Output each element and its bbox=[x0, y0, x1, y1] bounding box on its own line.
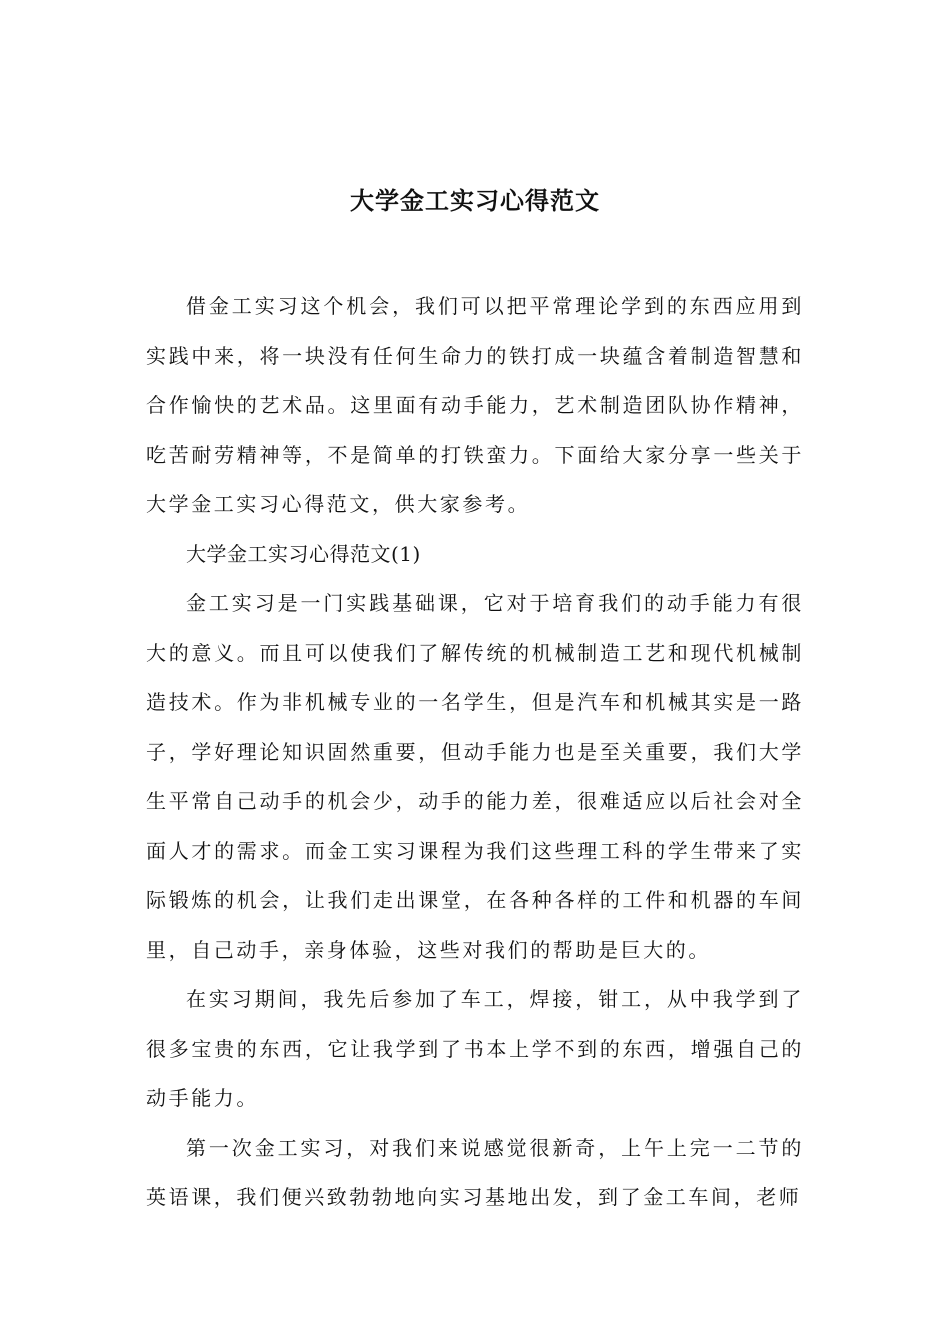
body-paragraph: 在实习期间，我先后参加了车工，焊接，钳工，从中我学到了很多宝贵的东西，它让我学到了书本上学不到的东西，增强自己的动手能力。 bbox=[146, 987, 804, 1110]
document-title: 大学金工实习心得范文 bbox=[350, 186, 600, 215]
intro-paragraph: 借金工实习这个机会，我们可以把平常理论学到的东西应用到实践中来，将一块没有任何生命力的铁打成一块蕴含着制造智慧和合作愉快的艺术品。这里面有动手能力，艺术制造团队协作精神，吃苦耐劳精神等，不是简单的打铁蛮力。下面给大家分享一些关于大学金工实习心得范文，供大家参考。 bbox=[146, 294, 804, 516]
body-paragraph: 第一次金工实习，对我们来说感觉很新奇，上午上完一二节的英语课，我们便兴致勃勃地向实习基地出发，到了金工车间，老师 bbox=[146, 1135, 804, 1209]
section-heading: 大学金工实习心得范文(1) bbox=[186, 541, 421, 566]
body-paragraph: 金工实习是一门实践基础课，它对于培育我们的动手能力有很大的意义。而且可以使我们了解传统的机械制造工艺和现代机械制造技术。作为非机械专业的一名学生，但是汽车和机械其实是一路子，学好理论知识固然重要，但动手能力也是至关重要，我们大学生平常自己动手的机会少，动手的能力差，很难适应以后社会对全面人才的需求。而金工实习课程为我们这些理工科的学生带来了实际锻炼的机会，让我们走出课堂，在各种各样的工件和机器的车间里，自己动手，亲身体验，这些对我们的帮助是巨大的。 bbox=[146, 591, 804, 962]
document-body bbox=[146, 282, 804, 1223]
